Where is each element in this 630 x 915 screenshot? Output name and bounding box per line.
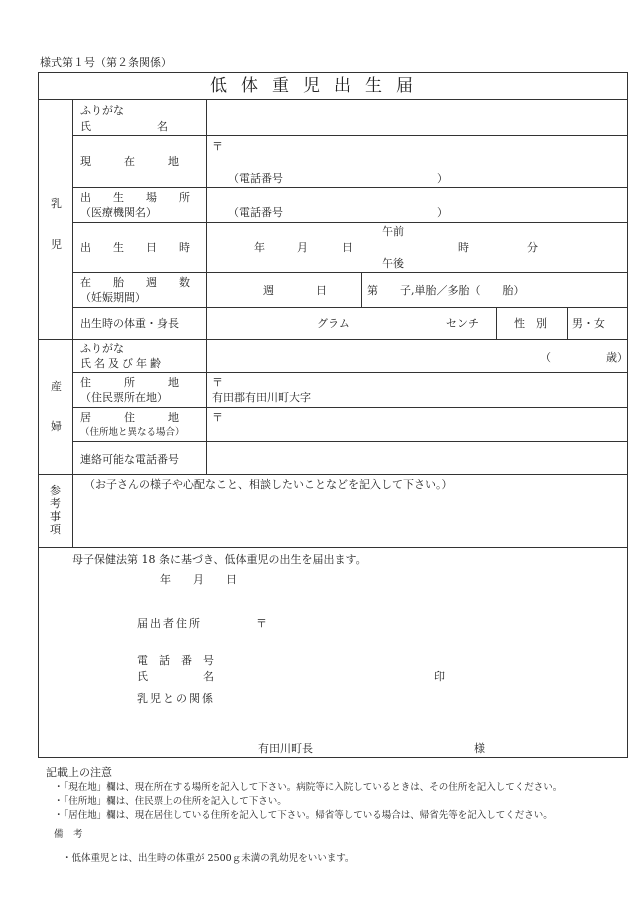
remarks-field[interactable] [73, 493, 627, 546]
birth-datetime-label: 出 生 日 時 [80, 241, 190, 254]
birth-month-label: 月 [297, 241, 308, 254]
reporter-address-label: 届出者住所 [137, 617, 202, 630]
reporter-postal-mark: 〒 [256, 617, 267, 630]
section-remarks-label-4: 項 [50, 523, 61, 536]
seal-mark: 印 [434, 670, 445, 683]
relation-label: 乳児との関係 [137, 692, 215, 705]
declaration-date: 年 月 日 [160, 573, 237, 586]
infant-address-field[interactable] [207, 136, 627, 186]
section-remarks-label-1: 参 [50, 484, 61, 497]
birth-minute-label: 分 [527, 241, 538, 254]
infant-name-label: 氏 名 [80, 120, 168, 133]
birth-hour-label: 時 [458, 241, 469, 254]
biko-item: ・低体重児とは、出生時の体重が 2500ｇ未満の乳幼児をいいます。 [62, 853, 355, 864]
gestation-label-2: （妊娠期間） [80, 291, 146, 304]
honorific: 様 [474, 742, 485, 755]
residence-field[interactable] [207, 408, 627, 440]
note-item-3: ・「居住地」欄は、現在居住している住所を記入して下さい。帰省等している場合は、帰省先等を記入してください。 [54, 810, 553, 821]
addressee: 有田川町長 [258, 742, 313, 755]
infant-name-field[interactable] [207, 100, 627, 134]
declaration-statement: 母子保健法第 18 条に基づき、低体重児の出生を届出ます。 [72, 553, 367, 566]
gestation-day-label: 日 [316, 284, 327, 297]
infant-furigana-label: ふりがな [80, 104, 124, 117]
section-infant-label-1: 乳 [51, 197, 62, 210]
birth-datetime-field[interactable] [207, 223, 627, 271]
residence-label-1: 居 住 地 [80, 411, 179, 424]
mother-address-label-2: （住民票所在地） [80, 391, 168, 404]
birthplace-phone: （電話番号 ） [228, 206, 448, 219]
infant-address-phone: （電話番号 ） [228, 172, 448, 185]
child-order-field[interactable] [362, 273, 627, 306]
remarks-instructions: （お子さんの様子や心配なこと、相談したいことなどを記入して下さい。） [84, 478, 453, 491]
mother-name-age-label: 氏名及び年齢 [80, 357, 164, 370]
weight-height-field[interactable] [207, 308, 495, 338]
residence-postal-mark: 〒 [212, 411, 223, 424]
section-remarks-label-3: 事 [50, 510, 61, 523]
gram-label: グラム [317, 317, 350, 330]
note-item-2: ・「住所地」欄は、住民票上の住所を記入して下さい。 [54, 796, 287, 807]
notes-heading: 記載上の注意 [46, 766, 112, 779]
section-mother-label-2: 婦 [51, 420, 62, 433]
section-mother-label-1: 産 [51, 380, 62, 393]
form-number: 様式第１号（第２条関係） [40, 56, 172, 69]
reporter-phone-label: 電 話 番 号 [137, 654, 214, 667]
infant-address-label: 現 在 地 [80, 155, 179, 168]
residence-label-2: （住所地と異なる場合） [80, 427, 185, 438]
mother-address-field[interactable] [207, 373, 627, 406]
birthplace-field[interactable] [207, 188, 627, 221]
section-infant-label-2: 児 [51, 238, 62, 251]
gestation-label-1: 在 胎 週 数 [80, 276, 190, 289]
birthplace-label-2: （医療機関名） [80, 206, 157, 219]
pm-label: 午後 [382, 257, 404, 270]
centi-label: センチ [446, 317, 479, 330]
sex-label: 性 別 [514, 317, 547, 330]
mother-age-field: （ 歳） [540, 351, 628, 364]
biko-heading: 備 考 [54, 829, 83, 840]
section-remarks-label-2: 考 [50, 497, 61, 510]
birth-year-label: 年 [254, 241, 265, 254]
gestation-field[interactable] [207, 273, 360, 306]
mother-address-value: 有田郡有田川町大字 [212, 391, 311, 404]
mother-name-field[interactable] [207, 340, 627, 371]
am-label: 午前 [382, 225, 404, 238]
mother-postal-mark: 〒 [212, 376, 223, 389]
contact-phone-label: 連絡可能な電話番号 [80, 453, 179, 466]
weight-height-label: 出生時の体重・身長 [80, 317, 179, 330]
note-item-1: ・「現在地」欄は、現在所在する場所を記入して下さい。病院等に入院しているときは、その住所を記入してください。 [54, 782, 563, 793]
postal-mark-icon: 〒 [212, 140, 223, 153]
reporter-name-label: 氏 名 [137, 670, 214, 683]
contact-phone-field[interactable] [207, 442, 627, 473]
birth-day-label: 日 [342, 241, 353, 254]
mother-address-label-1: 住 所 地 [80, 376, 179, 389]
child-order-label: 第 子,単胎／多胎（ 胎） [367, 284, 525, 297]
form-title: 低体重児出生届 [210, 76, 427, 96]
sex-options[interactable]: 男・女 [572, 317, 605, 330]
gestation-week-label: 週 [263, 284, 274, 297]
birthplace-label-1: 出 生 場 所 [80, 191, 190, 204]
mother-furigana-label: ふりがな [80, 342, 124, 355]
